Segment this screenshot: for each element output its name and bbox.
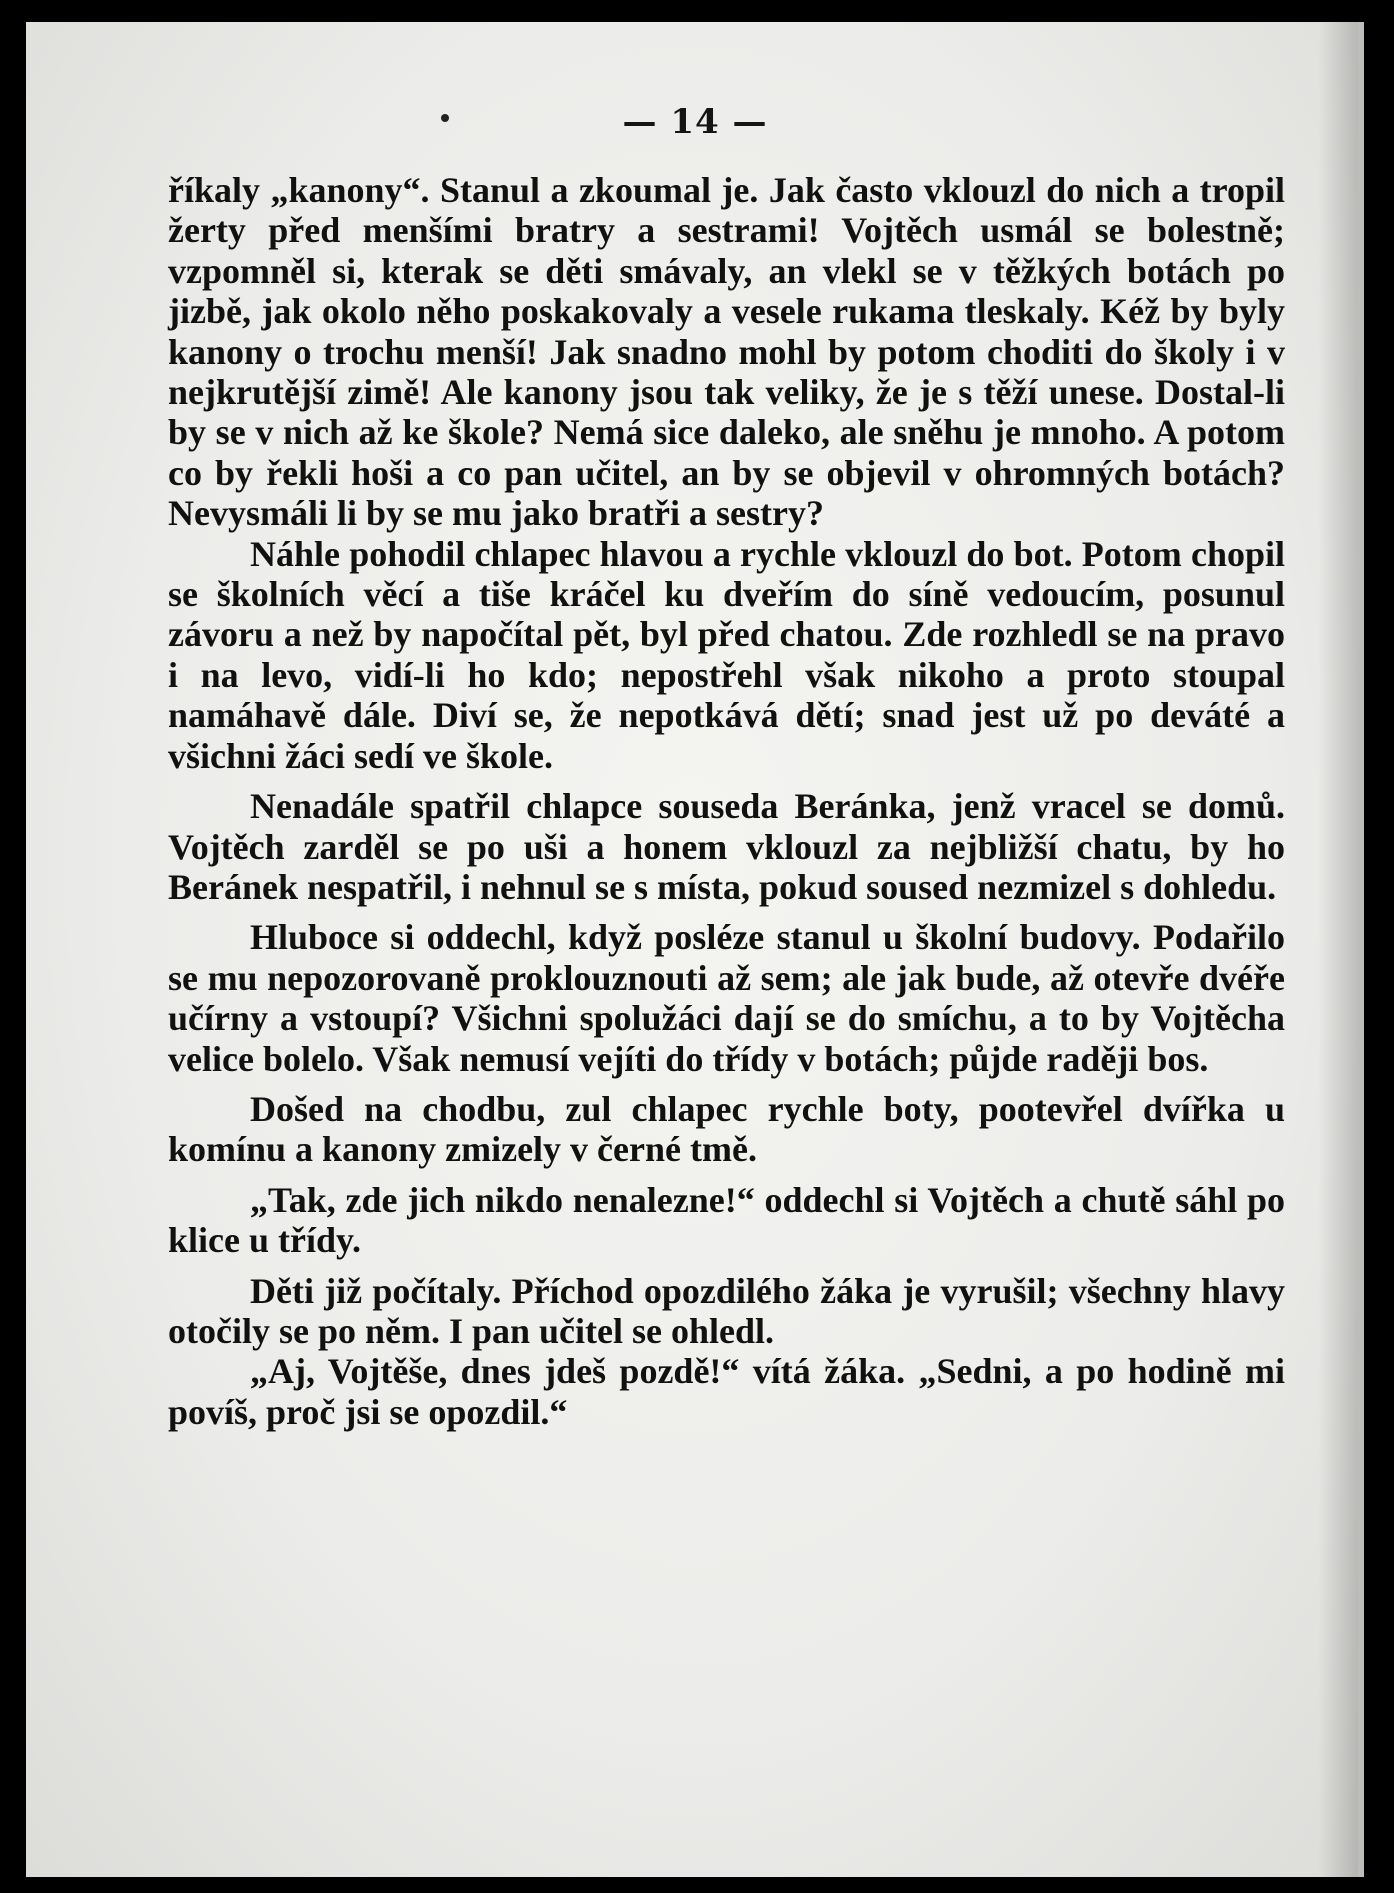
- body-text: [168, 170, 1285, 1432]
- paragraph-5: Došed na chodbu, zul chlapec rychle boty, pootevřel dvířka u komínu a kanony zmizely v černé tmě.: [168, 1088, 1285, 1170]
- page-number: — 14 —: [622, 102, 768, 142]
- page-gutter-shadow: [1318, 22, 1358, 1877]
- paragraph-2: Náhle pohodil chlapec hlavou a rychle vklouzl do bot. Potom chopil se školních věcí a tiše kráčel ku dveřím do síně vedoucím, posunul závoru a než by napočítal pět, byl před chatou. Zde rozhledl se na pravo i na levo, vidí-li ho kdo; nepostřehl však nikoho a proto stoupal namáhavě dále. Diví se, že nepotkává dětí; snad jest už po deváté a všichni žáci sedí ve škole.: [168, 533, 1285, 776]
- paragraph-3: Nenadále spatřil chlapce souseda Beránka, jenž vracel se domů. Vojtěch zarděl se po uši a honem vklouzl za nejbližší chatu, by ho Beránek nespatřil, i nehnul se s místa, pokud soused nezmizel s dohledu.: [168, 786, 1285, 907]
- paragraph-6: „Tak, zde jich nikdo nenalezne!“ oddechl si Vojtěch a chutě sáhl po klice u třídy.: [168, 1179, 1285, 1261]
- paragraph-8: „Aj, Vojtěše, dnes jdeš pozdě!“ vítá žáka. „Sedni, a po hodině mi povíš, proč jsi se opozdil.“: [168, 1351, 1285, 1432]
- paragraph-7: Děti již počítaly. Příchod opozdilého žáka je vyrušil; všechny hlavy otočily se po něm. I pan učitel se ohledl.: [168, 1270, 1285, 1351]
- paragraph-1: říkaly „kanony“. Stanul a zkoumal je. Jak často vklouzl do nich a tropil žerty před menšími bratry a sestrami! Vojtěch usmál se bolestně; vzpomněl si, kterak se děti smávaly, an vlekl se v těžkých botách po jizbě, jak okolo něho poskakovaly a vesele rukama tleskaly. Kéž by byly kanony o trochu menší! Jak snadno mohl by potom choditi do školy i v nejkrutější zimě! Ale kanony jsou tak veliky, že je s těží unese. Dostal-li by se v nich až ke škole? Nemá sice daleko, ale sněhu je mnoho. A potom co by řekli hoši a co pan učitel, an by se objevil v ohromných botách? Nevysmáli li by se mu jako bratři a sestry?: [168, 170, 1285, 534]
- paragraph-4: Hluboce si oddechl, když posléze stanul u školní budovy. Podařilo se mu nepozorovaně proklouznouti až sem; ale jak bude, až otevře dvéře učírny a vstoupí? Všichni spolužáci dají se do smíchu, a to by Vojtěcha velice bolelo. Však nemusí vejíti do třídy v botách; půjde raději bos.: [168, 917, 1285, 1079]
